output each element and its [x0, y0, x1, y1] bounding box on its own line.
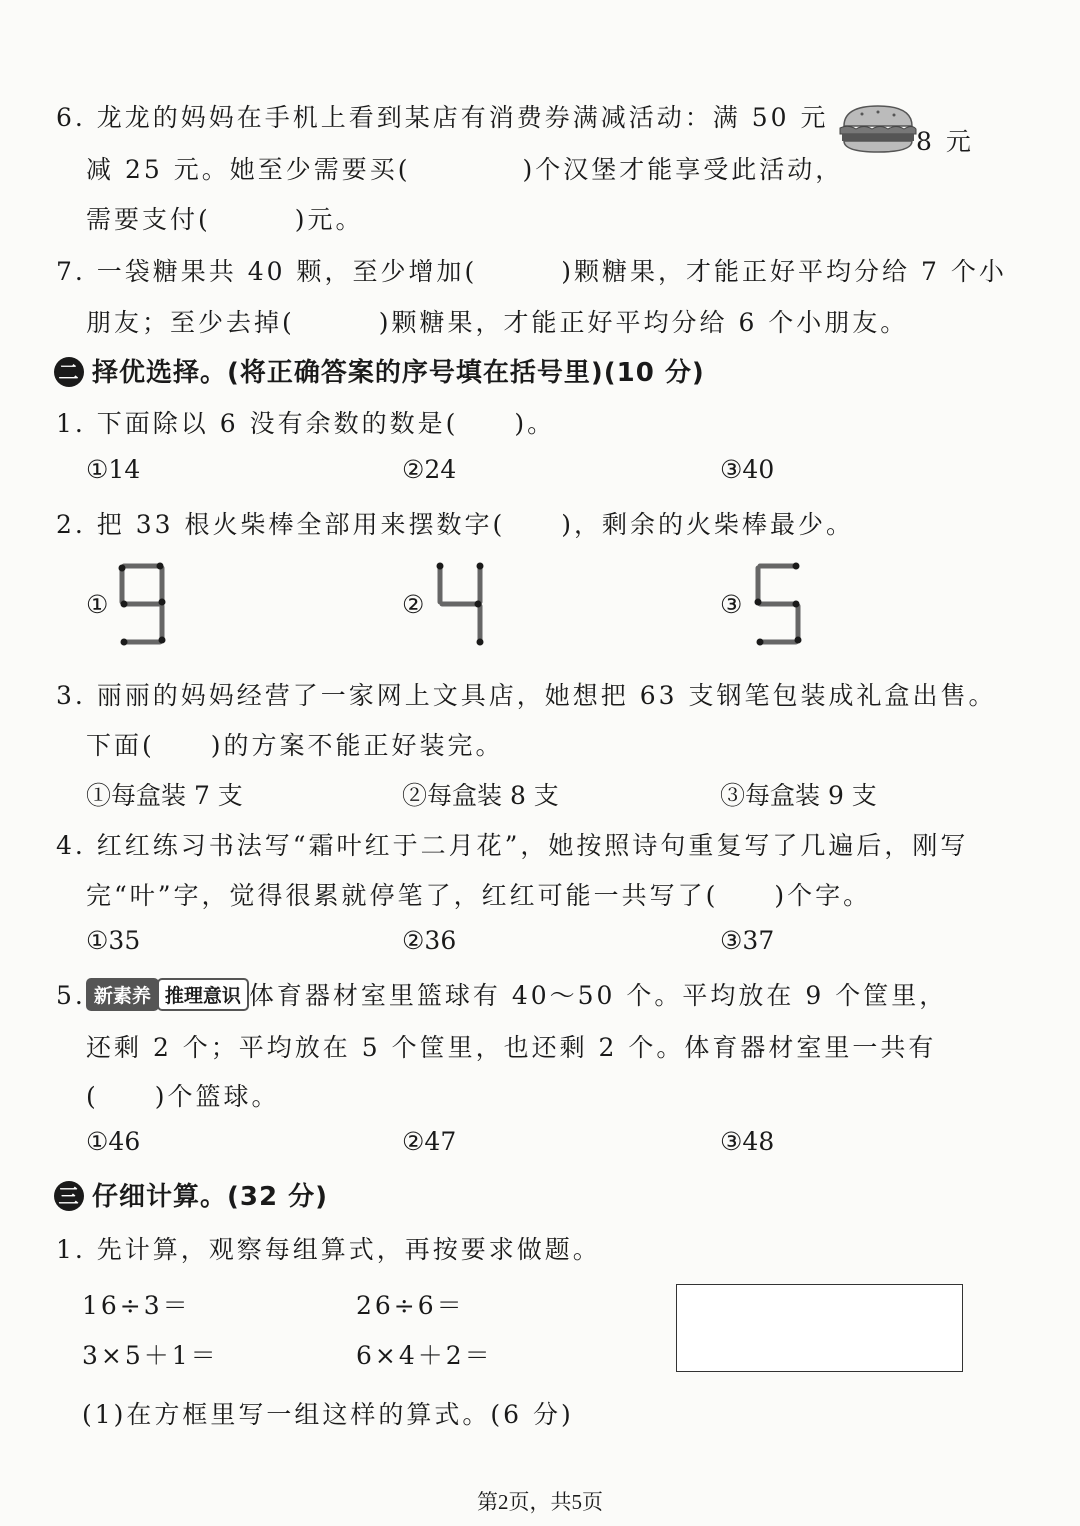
choice-3-line1: 3. 丽丽的妈妈经营了一家网上文具店，她想把 63 支钢笔包装成礼盒出售。: [56, 681, 997, 710]
choice-5-option-3: ③48: [720, 1127, 775, 1156]
choice-5-line2: 还剩 2 个；平均放在 5 个筐里，也还剩 2 个。体育器材室里一共有: [86, 1033, 937, 1062]
calc-expr-1: 16÷3＝: [82, 1291, 191, 1320]
choice-4-option-3: ③37: [720, 926, 775, 955]
page-footer: 第2页，共5页: [477, 1490, 603, 1514]
answer-box[interactable]: [676, 1284, 963, 1372]
burger-price: 8 元: [916, 127, 974, 156]
choice-4-line2: 完“叶”字，觉得很累就停笔了，红红可能一共写了( )个字。: [86, 881, 872, 910]
reasoning-tag: 推理意识: [157, 978, 249, 1011]
section-2-number: 二: [54, 357, 84, 387]
choice-2-option-3: ③: [720, 590, 743, 619]
choice-5-line3: ( )个篮球。: [86, 1082, 280, 1111]
calc-stem: 1. 先计算，观察每组算式，再按要求做题。: [56, 1235, 601, 1264]
choice-5-line1-text: 体育器材室里篮球有 40～50 个。平均放在 9 个筐里，: [248, 981, 948, 1010]
q6-line1: 6. 龙龙的妈妈在手机上看到某店有消费券满减活动：满 50 元: [56, 103, 829, 132]
section-2-heading: [54, 352, 705, 389]
choice-3-option-3: ③每盒装 9 支: [720, 781, 877, 810]
choice-5-line1: [56, 976, 947, 1012]
section-3-number: 三: [54, 1181, 84, 1211]
section-2-title: 择优选择。(将正确答案的序号填在括号里)(10 分): [92, 358, 705, 388]
choice-1-option-2: ②24: [402, 455, 457, 484]
choice-1-stem: 1. 下面除以 6 没有余数的数是( )。: [56, 409, 556, 438]
choice-5-number: 5.: [56, 981, 86, 1010]
choice-1-option-1: ①14: [86, 455, 141, 484]
matchstick-digit-5: [750, 560, 806, 652]
section-3-title: 仔细计算。(32 分): [92, 1182, 328, 1212]
matchstick-digit-9: [114, 560, 170, 652]
q6-line2: 减 25 元。她至少需要买( )个汉堡才能享受此活动，: [86, 155, 844, 184]
choice-4-line1: 4. 红红练习书法写“霜叶红于二月花”，她按照诗句重复写了几遍后，刚写: [56, 831, 969, 860]
choice-2-stem: 2. 把 33 根火柴棒全部用来摆数字( )，剩余的火柴棒最少。: [56, 510, 855, 539]
choice-2-option-2: ②: [402, 590, 425, 619]
new-literacy-tag: 新素养: [86, 978, 159, 1011]
q7-line1: 7. 一袋糖果共 40 颗，至少增加( )颗糖果，才能正好平均分给 7 个小: [56, 257, 1007, 286]
choice-1-option-3: ③40: [720, 455, 775, 484]
choice-3-option-2: ②每盒装 8 支: [402, 781, 559, 810]
calc-expr-3: 3×5＋1＝: [82, 1341, 219, 1370]
calc-expr-2: 26÷6＝: [356, 1291, 465, 1320]
choice-5-option-1: ①46: [86, 1127, 141, 1156]
matchstick-digit-4: [432, 560, 488, 652]
calc-expr-4: 6×4＋2＝: [356, 1341, 493, 1370]
q7-line2: 朋友；至少去掉( )颗糖果，才能正好平均分给 6 个小朋友。: [86, 308, 909, 337]
choice-3-line2: 下面( )的方案不能正好装完。: [86, 731, 504, 760]
choice-4-option-1: ①35: [86, 926, 141, 955]
calc-sub-question-1: (1)在方框里写一组这样的算式。(6 分): [82, 1400, 574, 1429]
choice-4-option-2: ②36: [402, 926, 457, 955]
q6-line3: 需要支付( )元。: [86, 205, 364, 234]
choice-2-option-1: ①: [86, 590, 109, 619]
hamburger-icon: [838, 104, 918, 154]
choice-5-option-2: ②47: [402, 1127, 457, 1156]
choice-3-option-1: ①每盒装 7 支: [86, 781, 243, 810]
section-3-heading: [54, 1176, 328, 1213]
